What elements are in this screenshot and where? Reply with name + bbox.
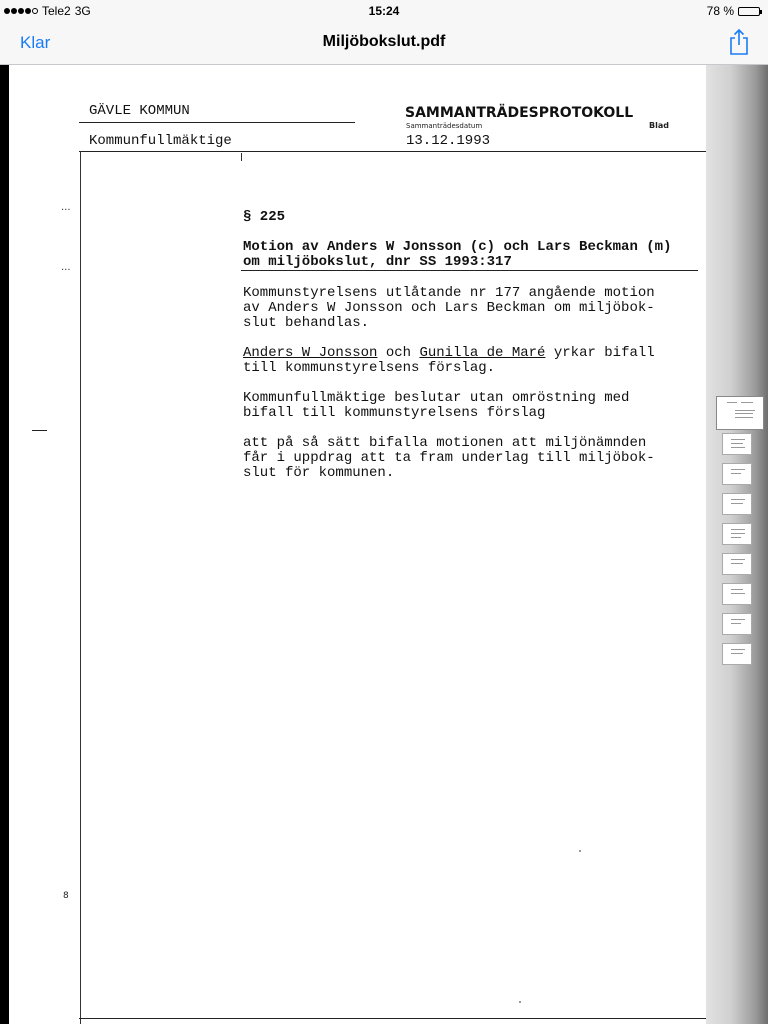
section-number: § 225 (243, 209, 286, 225)
page-thumbnail-current[interactable] (716, 396, 764, 430)
status-bar (0, 0, 768, 22)
carrier-label: Tele2 (42, 4, 71, 18)
page-thumbnail[interactable] (722, 553, 752, 575)
proposal-text-line2: till kommunstyrelsens förslag. (243, 360, 496, 376)
page-thumbnail[interactable] (722, 523, 752, 545)
pdf-viewer[interactable] (0, 65, 768, 1024)
battery-percent: 78 % (706, 4, 734, 18)
battery-icon (738, 7, 760, 16)
column-tick (241, 153, 242, 161)
paragraph-resolution: att på så sätt bifalla motionen att miljönämnden får i uppdrag att ta fram underlag till miljöbok- slut för kommunen. (243, 435, 655, 481)
header-divider (79, 122, 355, 123)
page-number: 8 (63, 891, 69, 901)
motion-underline (241, 270, 698, 271)
paragraph-proposal (243, 346, 655, 376)
organization-name: GÄVLE KOMMUN (89, 103, 190, 119)
header-rule (79, 151, 706, 152)
network-label: 3G (74, 4, 91, 18)
proposal-text: yrkar bifall (545, 345, 655, 361)
proposer-name: Anders W Jonsson (243, 345, 378, 361)
done-button[interactable]: Klar (20, 33, 51, 52)
meeting-date: 13.12.1993 (406, 133, 491, 149)
committee-name: Kommunfullmäktige (89, 133, 232, 149)
page-thumbnail[interactable] (722, 493, 752, 515)
proposer-name: Gunilla de Maré (419, 345, 546, 361)
page-thumbnail[interactable] (722, 613, 752, 635)
margin-dash (32, 430, 47, 431)
paragraph-statement: Kommunstyrelsens utlåtande nr 177 angående motion av Anders W Jonsson och Lars Beckman om miljöbok- slut behandlas. (243, 285, 655, 331)
scan-speck (519, 1001, 521, 1003)
margin-mark: ··· (61, 205, 71, 216)
motion-title-line2: om miljöbokslut, dnr SS 1993:317 (243, 254, 512, 270)
paragraph-decision: Kommunfullmäktige beslutar utan omröstning med bifall till kommunstyrelsens förslag (243, 390, 630, 421)
margin-mark: ··· (61, 265, 71, 276)
share-icon[interactable] (728, 28, 750, 56)
margin-line (80, 151, 81, 1024)
page-thumbnail[interactable] (722, 583, 752, 605)
pdf-page[interactable] (9, 65, 706, 1024)
page-thumbnail[interactable] (722, 463, 752, 485)
page-thumbnail[interactable] (722, 643, 752, 665)
navigation-bar (0, 22, 768, 65)
status-right (707, 4, 760, 18)
footer-rule (79, 1018, 706, 1019)
motion-title (243, 240, 671, 270)
conjunction: och (377, 345, 420, 361)
clock: 15:24 (368, 4, 400, 18)
sheet-label: Blad (649, 121, 669, 130)
date-label: Sammanträdesdatum (406, 122, 483, 130)
page-thumbnail[interactable] (722, 433, 752, 455)
page-edge (0, 65, 9, 1024)
document-type: SAMMANTRÄDESPROTOKOLL (405, 105, 634, 121)
scan-speck (579, 850, 581, 852)
document-title: Miljöbokslut.pdf (322, 33, 446, 50)
motion-title-line1: Motion av Anders W Jonsson (c) och Lars Beckman (m) (243, 239, 672, 255)
